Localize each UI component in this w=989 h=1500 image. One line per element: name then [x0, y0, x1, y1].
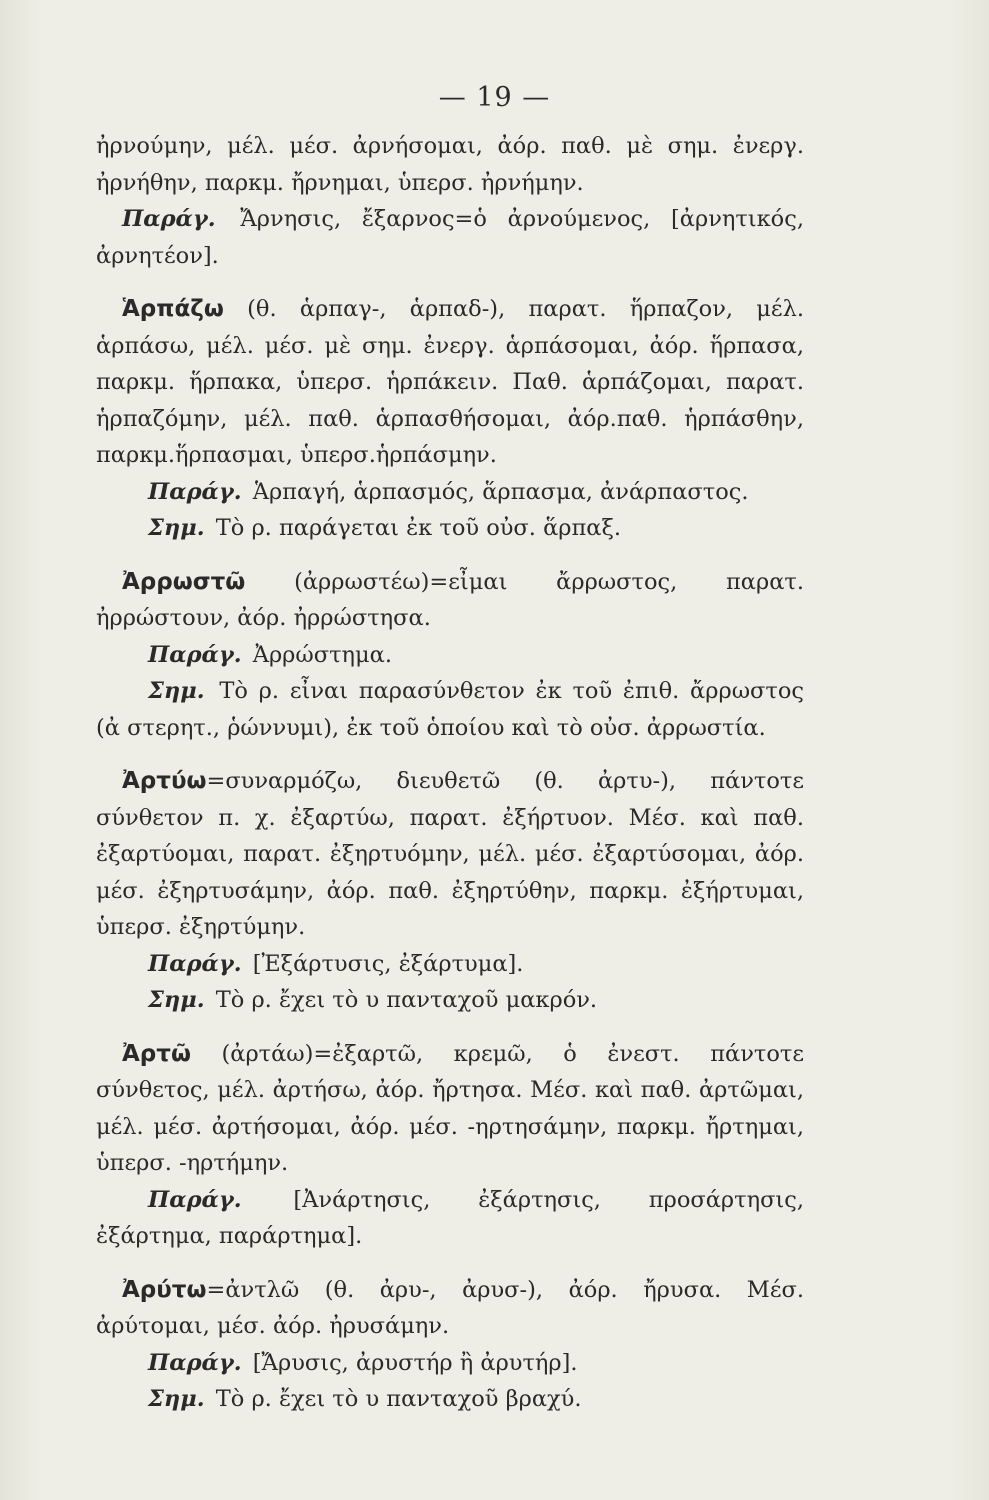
- paragraph: Σημ. Τὸ ρ. εἶναι παρασύνθετον ἐκ τοῦ ἐπιθ. ἄρρωστος (ἀ στερητ., ῥώννυμι), ἐκ τοῦ ὁποίου καὶ τὸ οὐσ. ἀρρωστία.: [96, 678, 804, 741]
- paragraph: Παράγ. Ἀρρώστημα.: [148, 641, 393, 668]
- paragraph: Παράγ. Ἄρνησις, ἔξαρνος=ὁ ἀρνούμενος, [ἀρνητικός, ἀρνητέον].: [96, 206, 804, 269]
- page-number: — 19 —: [438, 82, 551, 113]
- paragraph: Παράγ. [Ἐξάρτυσις, ἐξάρτυμα].: [148, 950, 524, 977]
- page-text: [96, 128, 804, 1418]
- dictionary-entry: Ἀρτύω=συναρμόζω, διευθετῶ (θ. ἀρτυ-), πάντοτε σύνθετον π. χ. ἐξαρτύω, παρατ. ἐξήρτυον. Μέσ. καὶ παθ. ἐξαρτύομαι, παρατ. ἐξηρτυόμην, μέλ. μέσ. ἐξαρτύσομαι, ἀόρ. μέσ. ἐξηρτυσάμην, ἀόρ. παθ. ἐξηρτύθην, παρκμ. ἐξήρτυμαι, ὑπερσ. ἐξηρτύμην.: [96, 768, 804, 940]
- paragraph: Παράγ. [Ἄρυσις, ἀρυστήρ ἢ ἀρυτήρ].: [148, 1349, 578, 1376]
- dictionary-entry: Ἁρπάζω (θ. ἁρπαγ-, ἁρπαδ-), παρατ. ἥρπαζον, μέλ. ἁρπάσω, μέλ. μέσ. μὲ σημ. ἐνεργ. ἁρπάσομαι, ἀόρ. ἥρπασα, παρκμ. ἥρπακα, ὑπερσ. ἡρπάκειν. Παθ. ἁρπάζομαι, παρατ. ἡρπαζόμην, μέλ. παθ. ἁρπασθήσομαι, ἀόρ.παθ. ἡρπάσθην, παρκμ.ἥρπασμαι, ὑπερσ.ἡρπάσμην.: [96, 296, 805, 468]
- paragraph: ἠρνούμην, μέλ. μέσ. ἀρνήσομαι, ἀόρ. παθ. μὲ σημ. ἐνεργ. ἠρνήθην, παρκμ. ἤρνημαι, ὑπερσ. ἠρνήμην.: [96, 133, 804, 196]
- dictionary-entry: Ἀρτῶ (ἀρτάω)=ἐξαρτῶ, κρεμῶ, ὁ ἐνεστ. πάντοτε σύνθετος, μέλ. ἀρτήσω, ἀόρ. ἤρτησα. Μέσ. καὶ παθ. ἀρτῶμαι, μέλ. μέσ. ἀρτήσομαι, ἀόρ. μέσ. -ηρτησάμην, παρκμ. ἤρτημαι, ὑπερσ. -ηρτήμην.: [96, 1040, 804, 1176]
- paragraph: Σημ. Τὸ ρ. ἔχει τὸ υ πανταχοῦ μακρόν.: [148, 987, 598, 1013]
- paragraph: Παράγ. [Ἀνάρτησις, ἐξάρτησις, προσάρτησις, ἐξάρτημα, παράρτημα].: [96, 1186, 805, 1249]
- paragraph: Παράγ. Ἁρπαγή, ἁρπασμός, ἅρπασμα, ἀνάρπαστος.: [148, 478, 749, 505]
- paragraph: Σημ. Τὸ ρ. ἔχει τὸ υ πανταχοῦ βραχύ.: [148, 1386, 582, 1412]
- dictionary-entry: Ἀρρωστῶ (ἀρρωστέω)=εἶμαι ἄρρωστος, παρατ. ἠρρώστουν, ἀόρ. ἠρρώστησα.: [96, 568, 804, 631]
- paragraph: Σημ. Τὸ ρ. παράγεται ἐκ τοῦ οὐσ. ἅρπαξ.: [148, 515, 622, 541]
- dictionary-entry: Ἀρύτω=ἀντλῶ (θ. ἀρυ-, ἀρυσ-), ἀόρ. ἤρυσα. Μέσ. ἀρύτομαι, μέσ. ἀόρ. ἠρυσάμην.: [96, 1276, 804, 1339]
